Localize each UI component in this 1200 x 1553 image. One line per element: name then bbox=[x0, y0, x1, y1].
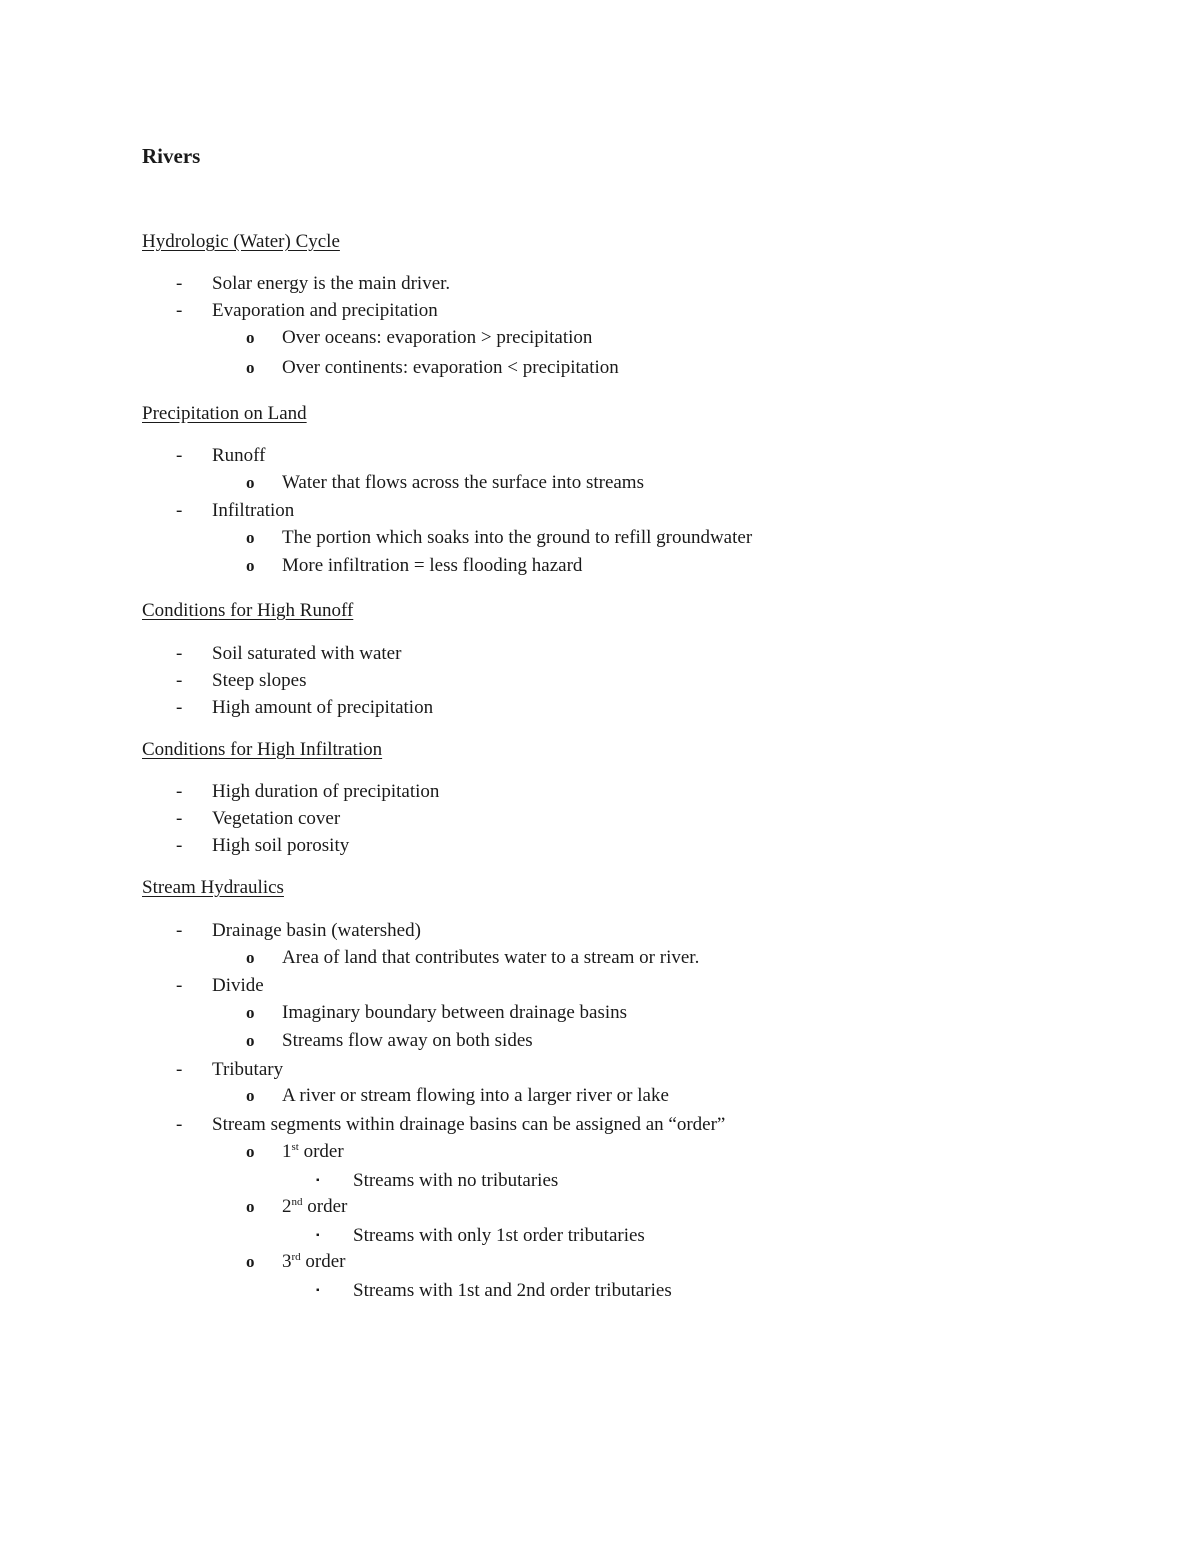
list-item-text: Streams with 1st and 2nd order tributaries bbox=[353, 1280, 672, 1301]
dash-bullet: - bbox=[176, 643, 183, 664]
list-item bbox=[176, 446, 265, 465]
sub-sub-list-item bbox=[316, 1226, 645, 1245]
ordinal-suffix: nd bbox=[291, 1196, 303, 1208]
sub-list-item bbox=[246, 528, 752, 547]
list-item-text: Over continents: evaporation < precipitation bbox=[282, 357, 619, 378]
list-item-text: A river or stream flowing into a larger river or lake bbox=[282, 1085, 669, 1106]
list-item bbox=[176, 976, 264, 995]
list-item bbox=[176, 644, 401, 663]
sub-list-item bbox=[246, 1197, 347, 1216]
list-item-text: Steep slopes bbox=[212, 670, 307, 691]
list-item bbox=[176, 301, 438, 320]
circle-bullet-icon: o bbox=[246, 948, 255, 967]
order-number: 1 bbox=[282, 1141, 292, 1162]
sub-list-item bbox=[246, 358, 619, 377]
list-item-text: Tributary bbox=[212, 1059, 284, 1080]
dash-bullet: - bbox=[176, 500, 183, 521]
list-item-text: Evaporation and precipitation bbox=[212, 300, 438, 321]
order-word: order bbox=[307, 1196, 348, 1217]
circle-bullet-icon: o bbox=[246, 1086, 255, 1105]
sub-list-item bbox=[246, 556, 582, 575]
dash-bullet: - bbox=[176, 808, 183, 829]
list-item-text: Vegetation cover bbox=[212, 808, 341, 829]
sub-sub-list-item bbox=[316, 1281, 672, 1300]
section-heading: Stream Hydraulics bbox=[142, 877, 284, 898]
sub-list-item bbox=[246, 1086, 669, 1105]
section-heading: Precipitation on Land bbox=[142, 403, 307, 424]
circle-bullet-icon: o bbox=[246, 556, 255, 575]
sub-list-item bbox=[246, 948, 699, 967]
circle-bullet-icon: o bbox=[246, 1003, 255, 1022]
list-item-text: Streams flow away on both sides bbox=[282, 1030, 533, 1051]
circle-bullet-icon: o bbox=[246, 1252, 255, 1271]
list-item bbox=[176, 809, 340, 828]
list-item-text: Streams with only 1st order tributaries bbox=[353, 1225, 645, 1246]
circle-bullet-icon: o bbox=[246, 328, 255, 347]
order-number: 2 bbox=[282, 1196, 292, 1217]
dash-bullet: - bbox=[176, 920, 183, 941]
sub-list-item bbox=[246, 328, 592, 347]
section-heading: Conditions for High Runoff bbox=[142, 600, 354, 621]
list-item-text: More infiltration = less flooding hazard bbox=[282, 555, 583, 576]
list-item-text: Runoff bbox=[212, 445, 266, 466]
circle-bullet-icon: o bbox=[246, 1031, 255, 1050]
list-item bbox=[176, 921, 421, 940]
dash-bullet: - bbox=[176, 273, 183, 294]
dash-bullet: - bbox=[176, 697, 183, 718]
order-label bbox=[282, 1252, 346, 1271]
square-bullet-icon: ▪ bbox=[316, 1230, 320, 1241]
sub-list-item bbox=[246, 1003, 627, 1022]
ordinal-suffix: st bbox=[291, 1141, 299, 1153]
sub-sub-list-item bbox=[316, 1171, 558, 1190]
list-item-text: The portion which soaks into the ground to refill groundwater bbox=[282, 527, 753, 548]
list-item-text: Streams with no tributaries bbox=[353, 1170, 559, 1191]
order-label bbox=[282, 1142, 344, 1161]
circle-bullet-icon: o bbox=[246, 1197, 255, 1216]
dash-bullet: - bbox=[176, 445, 183, 466]
circle-bullet-icon: o bbox=[246, 473, 255, 492]
sub-list-item bbox=[246, 1142, 344, 1161]
page-title: Rivers bbox=[142, 144, 201, 168]
list-item-text: Imaginary boundary between drainage basins bbox=[282, 1002, 628, 1023]
list-item-text: Infiltration bbox=[212, 500, 295, 521]
circle-bullet-icon: o bbox=[246, 1142, 255, 1161]
order-number: 3 bbox=[282, 1251, 292, 1272]
list-item-text: High soil porosity bbox=[212, 835, 350, 856]
list-item-text: Divide bbox=[212, 975, 264, 996]
list-item-text: Drainage basin (watershed) bbox=[212, 920, 421, 941]
list-item bbox=[176, 274, 450, 293]
circle-bullet-icon: o bbox=[246, 358, 255, 377]
sub-list-item bbox=[246, 1031, 533, 1050]
square-bullet-icon: ▪ bbox=[316, 1285, 320, 1296]
list-item-text: Area of land that contributes water to a stream or river. bbox=[282, 947, 700, 968]
list-item-text: Soil saturated with water bbox=[212, 643, 402, 664]
circle-bullet-icon: o bbox=[246, 528, 255, 547]
list-item-text: Solar energy is the main driver. bbox=[212, 273, 451, 294]
list-item-text: Water that flows across the surface into streams bbox=[282, 472, 644, 493]
list-item-text: Over oceans: evaporation > precipitation bbox=[282, 327, 593, 348]
order-label bbox=[282, 1197, 347, 1216]
dash-bullet: - bbox=[176, 835, 183, 856]
list-item bbox=[176, 782, 439, 801]
dash-bullet: - bbox=[176, 670, 183, 691]
ordinal-suffix: rd bbox=[291, 1251, 301, 1263]
list-item bbox=[176, 698, 433, 717]
list-item bbox=[176, 1060, 283, 1079]
list-item-text: High duration of precipitation bbox=[212, 781, 440, 802]
order-word: order bbox=[305, 1251, 346, 1272]
section-heading: Conditions for High Infiltration bbox=[142, 739, 383, 760]
list-item-text: Stream segments within drainage basins can be assigned an “order” bbox=[212, 1114, 726, 1135]
dash-bullet: - bbox=[176, 1059, 183, 1080]
order-word: order bbox=[303, 1141, 344, 1162]
list-item bbox=[176, 1115, 725, 1134]
dash-bullet: - bbox=[176, 300, 183, 321]
list-item bbox=[176, 836, 349, 855]
sub-list-item bbox=[246, 473, 644, 492]
list-item bbox=[176, 501, 294, 520]
list-item bbox=[176, 671, 306, 690]
dash-bullet: - bbox=[176, 781, 183, 802]
square-bullet-icon: ▪ bbox=[316, 1175, 320, 1186]
section-heading: Hydrologic (Water) Cycle bbox=[142, 231, 340, 252]
list-item-text: High amount of precipitation bbox=[212, 697, 434, 718]
dash-bullet: - bbox=[176, 975, 183, 996]
dash-bullet: - bbox=[176, 1114, 183, 1135]
sub-list-item bbox=[246, 1252, 346, 1271]
